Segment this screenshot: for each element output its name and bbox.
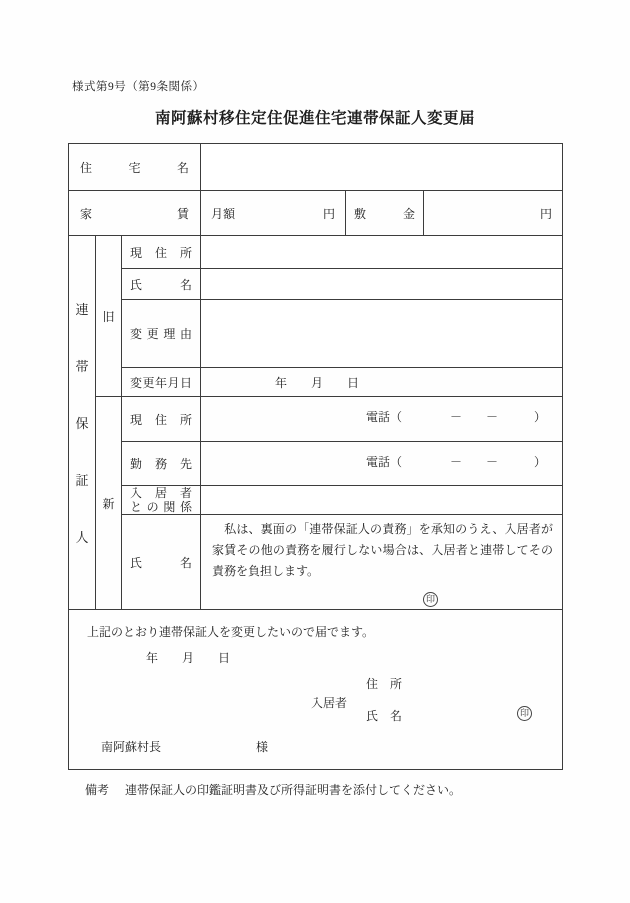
new-section-tag: 新	[96, 397, 122, 610]
closing-row	[69, 610, 563, 770]
guarantor-vertical-label: 連 帯 保 証 人	[69, 236, 96, 610]
seal-mark: 印	[423, 592, 438, 607]
old-address-field[interactable]	[201, 236, 563, 269]
deposit-label: 敷金	[346, 191, 424, 236]
relation-row	[69, 486, 563, 515]
remarks	[85, 781, 461, 798]
new-name-field[interactable]	[201, 515, 563, 610]
old-address-label: 現住所	[122, 236, 201, 269]
applicant-label: 入居者	[311, 696, 348, 710]
form-table	[68, 143, 563, 770]
old-name-field[interactable]	[201, 269, 563, 300]
page-title: 南阿蘇村移住定住促進住宅連帯保証人変更届	[154, 110, 475, 127]
rent-monthly-prefix: 月額	[211, 206, 236, 221]
old-address-row	[69, 236, 563, 269]
pledge-text: 私は、裏面の「連帯保証人の責務」を承知のうえ、入居者が家賃その他の責務を履行しない場合は、入居者と連帯してその責務を負担します。	[212, 522, 554, 578]
new-address-phone: 電話（ － － ）	[366, 410, 547, 424]
old-section-tag: 旧	[96, 236, 122, 397]
applicant-address-label: 住 所	[366, 677, 403, 691]
form-number: 様式第9号（第9条関係）	[72, 81, 205, 93]
addressee: 南阿蘇村長	[101, 740, 162, 754]
old-name-row	[69, 269, 563, 300]
relation-field[interactable]	[201, 486, 563, 515]
applicant-name-label: 氏 名	[366, 709, 403, 723]
change-date-field[interactable]: 年 月 日	[201, 368, 563, 397]
change-reason-row	[69, 300, 563, 368]
new-address-row	[69, 397, 563, 442]
change-date-row	[69, 368, 563, 397]
closing-date-field[interactable]: 年 月 日	[146, 651, 231, 665]
new-name-label: 氏名	[122, 515, 201, 610]
workplace-row	[69, 442, 563, 486]
rent-monthly-field[interactable]	[201, 191, 346, 236]
workplace-field[interactable]	[201, 442, 563, 486]
relation-label: 入居者 との関係	[122, 486, 201, 515]
new-address-field[interactable]	[201, 397, 563, 442]
rent-label: 家賃	[69, 191, 201, 236]
new-name-row	[69, 515, 563, 610]
housing-name-row	[69, 144, 563, 191]
rent-yen-unit: 円	[322, 206, 335, 221]
new-address-label: 現住所	[122, 397, 201, 442]
housing-name-field[interactable]	[201, 144, 563, 191]
closing-section	[69, 610, 563, 770]
change-reason-label: 変更理由	[122, 300, 201, 368]
old-name-label: 氏名	[122, 269, 201, 300]
change-reason-field[interactable]	[201, 300, 563, 368]
closing-statement: 上記のとおり連帯保証人を変更したいので届でます。	[87, 625, 375, 639]
deposit-field[interactable]: 円	[424, 191, 563, 236]
housing-name-label: 住宅名	[69, 144, 201, 191]
workplace-label: 勤務先	[122, 442, 201, 486]
addressee-honorific: 様	[256, 740, 269, 754]
remarks-text: 連帯保証人の印鑑証明書及び所得証明書を添付してください。	[125, 783, 462, 797]
remarks-label: 備考	[85, 783, 110, 797]
workplace-phone: 電話（ － － ）	[366, 454, 547, 469]
change-date-label: 変更年月日	[122, 368, 201, 397]
applicant-seal-mark: 印	[517, 706, 532, 721]
rent-row	[69, 191, 563, 236]
